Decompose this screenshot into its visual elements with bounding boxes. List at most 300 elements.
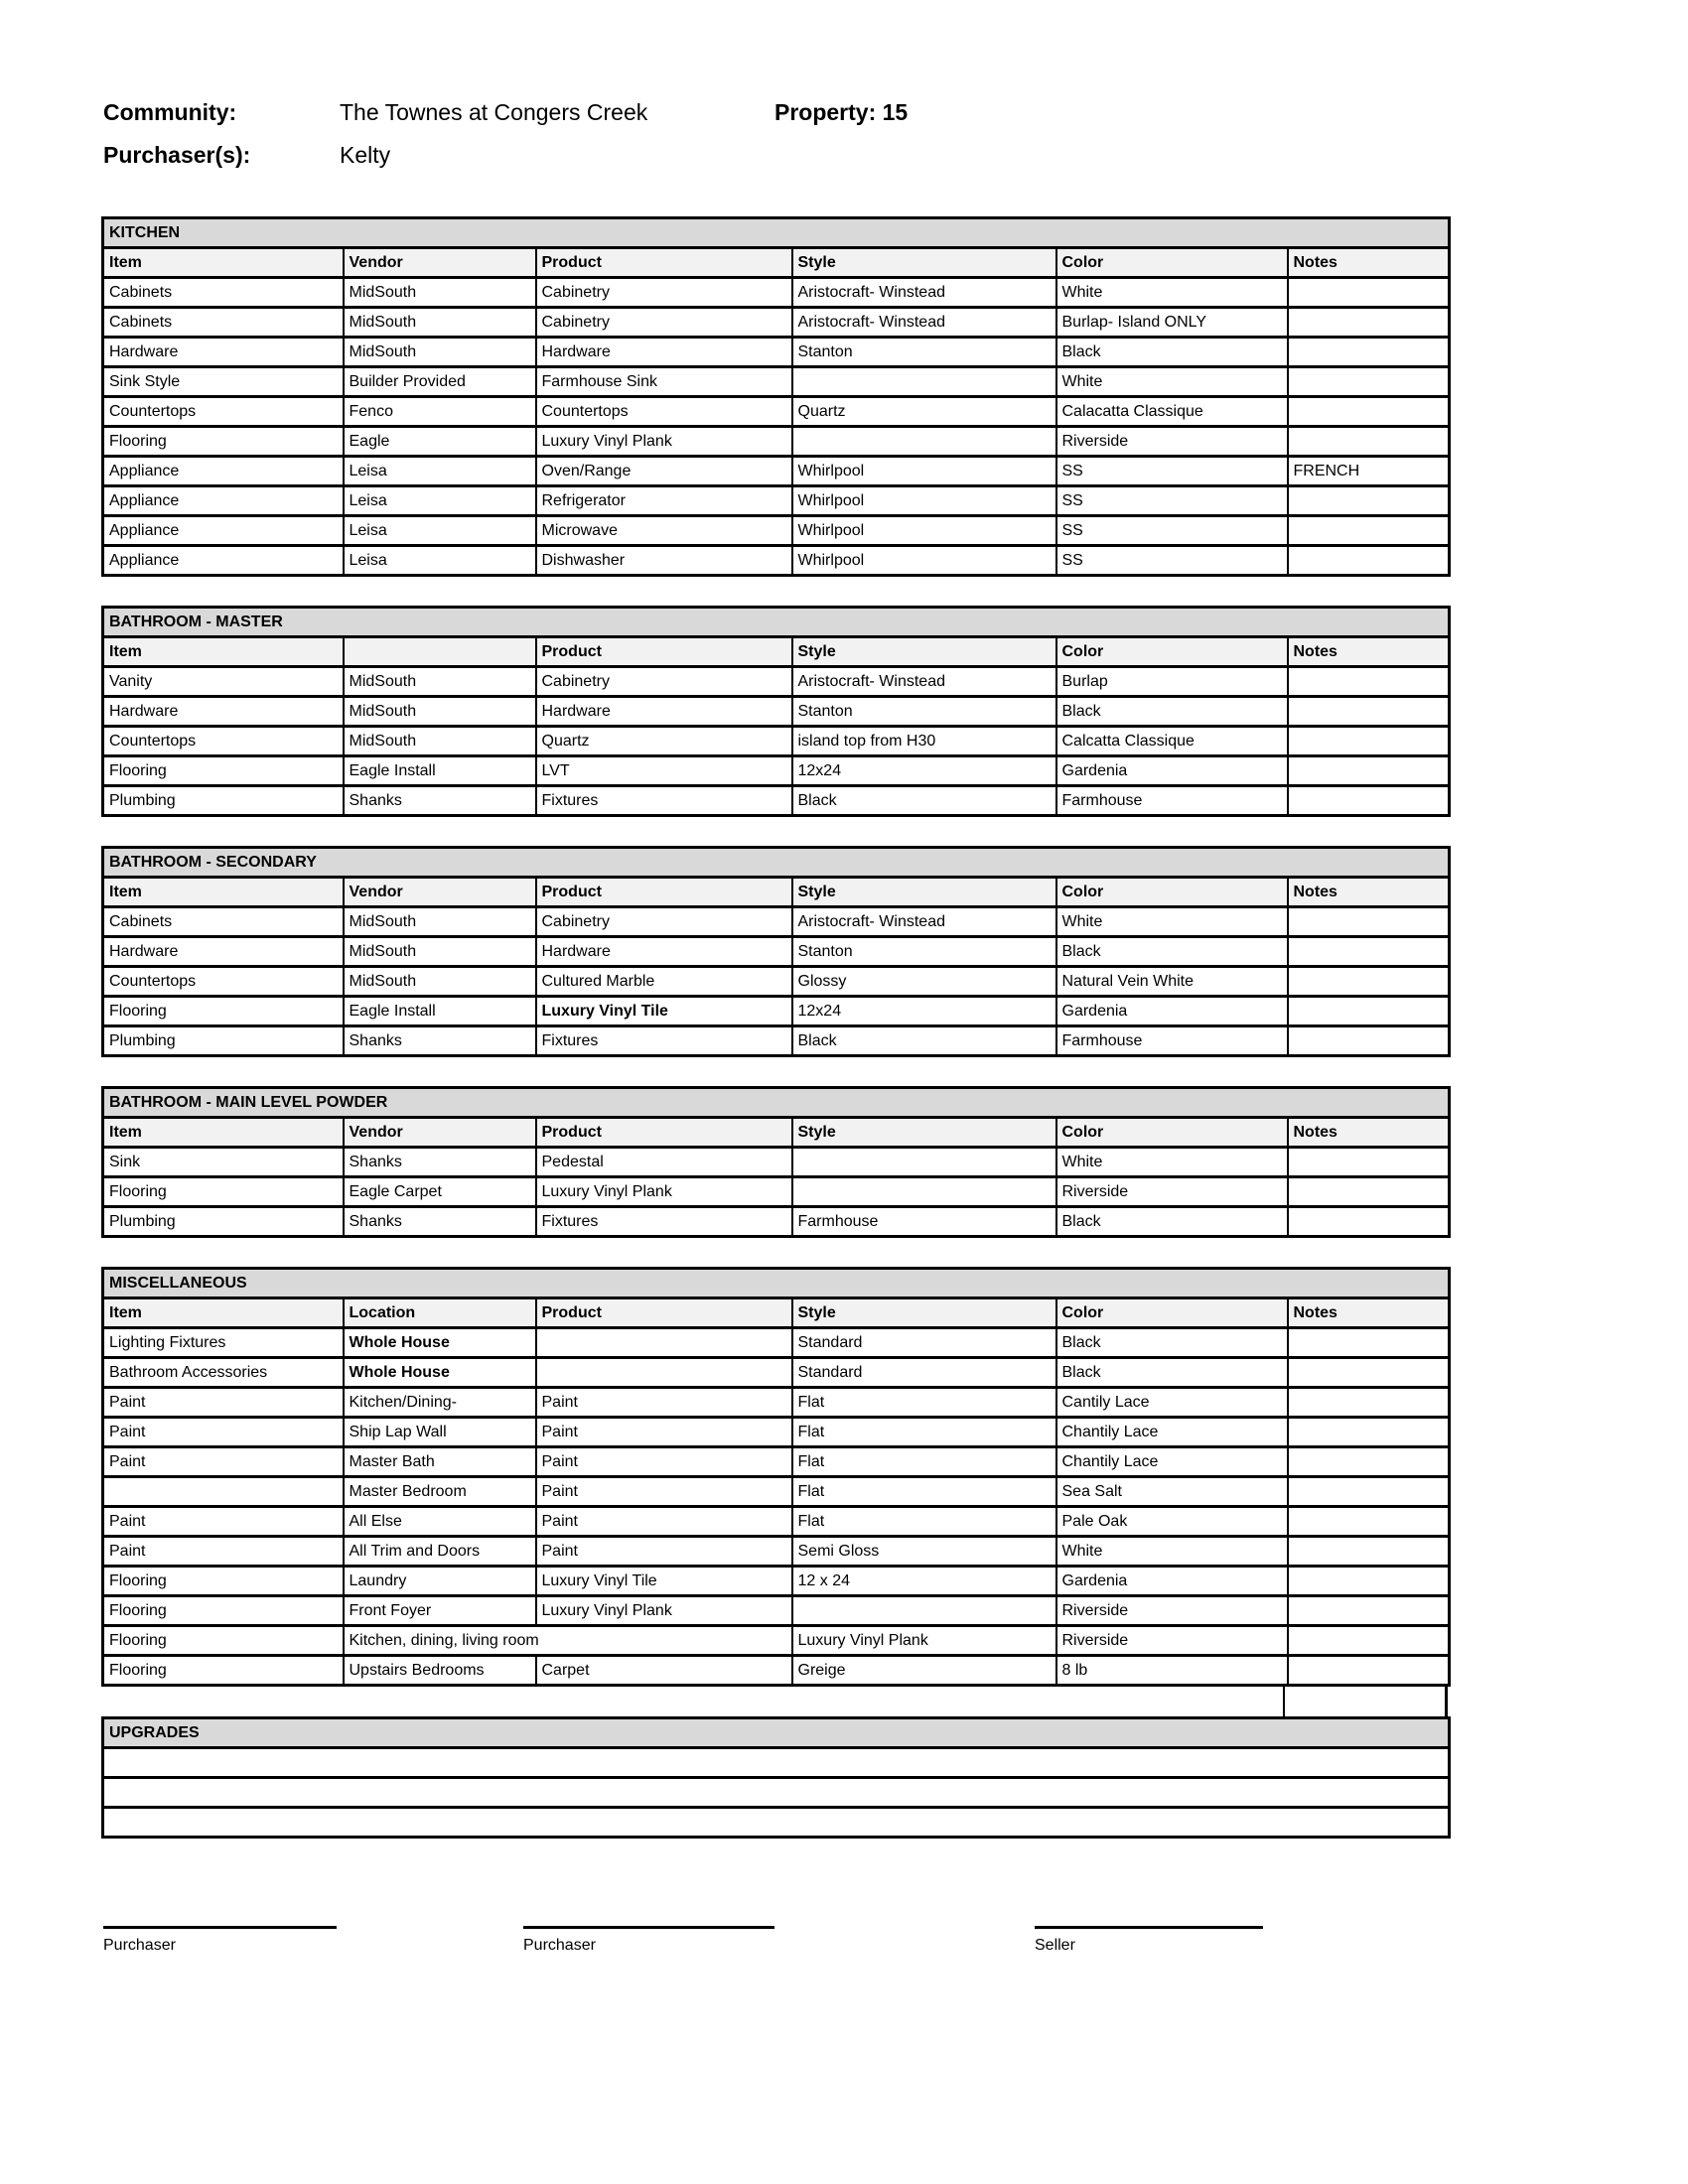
table-cell: Farmhouse Sink xyxy=(536,367,792,397)
table-row xyxy=(103,1596,1450,1626)
table-cell: All Else xyxy=(344,1507,536,1537)
column-header: Product xyxy=(536,1118,792,1148)
column-header: Style xyxy=(792,248,1056,278)
table-cell: Whole House xyxy=(344,1328,536,1358)
table-row xyxy=(103,1447,1450,1477)
table-cell: Lighting Fixtures xyxy=(103,1328,344,1358)
table-cell: Paint xyxy=(103,1537,344,1567)
table-cell: Appliance xyxy=(103,516,344,546)
table-cell: Front Foyer xyxy=(344,1596,536,1626)
table-cell: Eagle Install xyxy=(344,997,536,1026)
table-cell: Fixtures xyxy=(536,1207,792,1237)
empty-cell xyxy=(103,1778,1450,1808)
table-cell: Cabinets xyxy=(103,907,344,937)
table-cell: MidSouth xyxy=(344,667,536,697)
table-cell xyxy=(1288,1567,1450,1596)
page-header xyxy=(103,99,1493,199)
table-cell: Cultured Marble xyxy=(536,967,792,997)
table-cell: Vanity xyxy=(103,667,344,697)
column-header: Item xyxy=(103,248,344,278)
table-cell: 12x24 xyxy=(792,756,1056,786)
table-cell: Leisa xyxy=(344,486,536,516)
section-table-bathroom-main-level-powder xyxy=(101,1086,1451,1238)
table-cell: Pale Oak xyxy=(1056,1507,1288,1537)
table-cell xyxy=(1288,367,1450,397)
table-cell: Farmhouse xyxy=(792,1207,1056,1237)
table-cell: Riverside xyxy=(1056,427,1288,457)
section-title-row xyxy=(103,218,1450,248)
section-title: KITCHEN xyxy=(103,218,1450,248)
table-cell: Paint xyxy=(536,1477,792,1507)
table-cell xyxy=(1288,1626,1450,1656)
column-header-row xyxy=(103,637,1450,667)
table-cell xyxy=(792,1596,1056,1626)
table-cell: Burlap xyxy=(1056,667,1288,697)
table-row xyxy=(103,1748,1450,1778)
table-cell: Riverside xyxy=(1056,1626,1288,1656)
table-cell: Black xyxy=(1056,1358,1288,1388)
empty-cell xyxy=(103,1748,1450,1778)
table-cell: MidSouth xyxy=(344,907,536,937)
table-cell: Hardware xyxy=(536,338,792,367)
column-header: Notes xyxy=(1288,1298,1450,1328)
table-cell: SS xyxy=(1056,516,1288,546)
section-table-bathroom-secondary xyxy=(101,846,1451,1057)
column-header: Item xyxy=(103,637,344,667)
table-cell: Calcatta Classique xyxy=(1056,727,1288,756)
table-cell: Chantily Lace xyxy=(1056,1447,1288,1477)
column-header: Product xyxy=(536,248,792,278)
table-cell xyxy=(1288,697,1450,727)
table-cell xyxy=(1288,486,1450,516)
table-cell: Plumbing xyxy=(103,1026,344,1056)
table-row xyxy=(103,1207,1450,1237)
section-title: UPGRADES xyxy=(103,1718,1450,1748)
table-cell: island top from H30 xyxy=(792,727,1056,756)
table-cell: Dishwasher xyxy=(536,546,792,576)
table-cell: Leisa xyxy=(344,546,536,576)
table-cell xyxy=(1288,546,1450,576)
table-cell: Flooring xyxy=(103,1567,344,1596)
table-cell: MidSouth xyxy=(344,937,536,967)
section-title: BATHROOM - MASTER xyxy=(103,608,1450,637)
table-row xyxy=(103,667,1450,697)
table-row xyxy=(103,486,1450,516)
table-cell: Eagle Install xyxy=(344,756,536,786)
table-cell xyxy=(103,1477,344,1507)
table-cell: Cabinetry xyxy=(536,308,792,338)
table-row xyxy=(103,997,1450,1026)
table-cell: 8 lb xyxy=(1056,1656,1288,1686)
table-cell: Paint xyxy=(536,1447,792,1477)
table-cell: Greige xyxy=(792,1656,1056,1686)
table-cell xyxy=(792,1177,1056,1207)
table-row xyxy=(103,367,1450,397)
table-cell: Flooring xyxy=(103,1177,344,1207)
table-cell: Aristocraft- Winstead xyxy=(792,278,1056,308)
table-cell: Quartz xyxy=(792,397,1056,427)
table-cell: 12x24 xyxy=(792,997,1056,1026)
table-cell xyxy=(1288,1177,1450,1207)
table-cell: 12 x 24 xyxy=(792,1567,1056,1596)
column-header: Location xyxy=(344,1298,536,1328)
table-cell xyxy=(1288,1418,1450,1447)
signature-line-purchaser-2 xyxy=(523,1926,774,1955)
table-row xyxy=(103,338,1450,367)
column-header: Product xyxy=(536,1298,792,1328)
table-cell xyxy=(1288,1388,1450,1418)
section-title: BATHROOM - SECONDARY xyxy=(103,848,1450,878)
table-cell: Stanton xyxy=(792,338,1056,367)
table-cell: LVT xyxy=(536,756,792,786)
table-cell xyxy=(1288,278,1450,308)
table-cell: Upstairs Bedrooms xyxy=(344,1656,536,1686)
table-cell: Cabinets xyxy=(103,278,344,308)
table-cell: Paint xyxy=(103,1418,344,1447)
table-row xyxy=(103,967,1450,997)
table-cell: Hardware xyxy=(536,937,792,967)
section-title-row xyxy=(103,1088,1450,1118)
section-title-row xyxy=(103,848,1450,878)
section-title-row xyxy=(103,1269,1450,1298)
table-cell xyxy=(1288,1207,1450,1237)
table-cell: Countertops xyxy=(103,727,344,756)
table-cell: Flooring xyxy=(103,1596,344,1626)
table-cell: Flooring xyxy=(103,756,344,786)
table-cell: Fixtures xyxy=(536,786,792,816)
section-table-upgrades xyxy=(101,1716,1451,1839)
table-cell: Flat xyxy=(792,1477,1056,1507)
table-row xyxy=(103,907,1450,937)
table-cell xyxy=(1288,308,1450,338)
table-cell: Stanton xyxy=(792,697,1056,727)
table-cell: Aristocraft- Winstead xyxy=(792,907,1056,937)
table-cell xyxy=(1288,1447,1450,1477)
table-row xyxy=(103,1026,1450,1056)
table-cell: Sink Style xyxy=(103,367,344,397)
table-cell xyxy=(1288,1358,1450,1388)
signature-line-seller xyxy=(1035,1926,1263,1955)
column-header: Notes xyxy=(1288,637,1450,667)
section-title: BATHROOM - MAIN LEVEL POWDER xyxy=(103,1088,1450,1118)
table-cell: SS xyxy=(1056,486,1288,516)
table-cell: Black xyxy=(1056,338,1288,367)
purchasers-value: Kelty xyxy=(340,142,391,168)
table-cell: Black xyxy=(792,1026,1056,1056)
table-cell: Paint xyxy=(103,1447,344,1477)
table-cell: Hardware xyxy=(103,697,344,727)
table-cell: Luxury Vinyl Plank xyxy=(536,1596,792,1626)
table-cell: Flooring xyxy=(103,1656,344,1686)
table-cell: Microwave xyxy=(536,516,792,546)
table-cell: MidSouth xyxy=(344,308,536,338)
table-cell: Flooring xyxy=(103,997,344,1026)
table-cell: SS xyxy=(1056,457,1288,486)
table-cell: Fixtures xyxy=(536,1026,792,1056)
column-header-row xyxy=(103,248,1450,278)
table-cell: Luxury Vinyl Plank xyxy=(536,427,792,457)
table-cell xyxy=(1288,516,1450,546)
table-cell: White xyxy=(1056,907,1288,937)
table-cell: Riverside xyxy=(1056,1177,1288,1207)
table-cell: Eagle Carpet xyxy=(344,1177,536,1207)
table-cell: Semi Gloss xyxy=(792,1537,1056,1567)
table-cell xyxy=(536,1358,792,1388)
table-cell: Gardenia xyxy=(1056,997,1288,1026)
table-cell: Flat xyxy=(792,1507,1056,1537)
column-header: Product xyxy=(536,878,792,907)
column-header: Color xyxy=(1056,1118,1288,1148)
table-cell: Riverside xyxy=(1056,1596,1288,1626)
table-cell: Countertops xyxy=(103,397,344,427)
table-row xyxy=(103,697,1450,727)
table-cell: Paint xyxy=(536,1388,792,1418)
table-row xyxy=(103,457,1450,486)
table-cell xyxy=(1288,997,1450,1026)
table-row xyxy=(103,756,1450,786)
column-header: Color xyxy=(1056,1298,1288,1328)
table-row xyxy=(103,1507,1450,1537)
table-cell: Leisa xyxy=(344,457,536,486)
column-header-row xyxy=(103,1298,1450,1328)
table-row xyxy=(103,1388,1450,1418)
table-row xyxy=(103,1567,1450,1596)
table-cell: Black xyxy=(1056,937,1288,967)
community-label: Community: xyxy=(103,99,237,125)
column-header: Vendor xyxy=(344,1118,536,1148)
table-cell: Flat xyxy=(792,1447,1056,1477)
table-cell: Plumbing xyxy=(103,1207,344,1237)
table-cell: Paint xyxy=(536,1537,792,1567)
table-cell: Whole House xyxy=(344,1358,536,1388)
table-cell: Master Bedroom xyxy=(344,1477,536,1507)
table-cell: Hardware xyxy=(103,338,344,367)
table-cell: MidSouth xyxy=(344,967,536,997)
table-cell: Cabinetry xyxy=(536,907,792,937)
column-header: Notes xyxy=(1288,248,1450,278)
table-cell: Oven/Range xyxy=(536,457,792,486)
table-row xyxy=(103,1328,1450,1358)
table-cell xyxy=(792,427,1056,457)
table-row xyxy=(103,1477,1450,1507)
table-cell: Whirlpool xyxy=(792,457,1056,486)
table-cell: Carpet xyxy=(536,1656,792,1686)
signature-line-purchaser-1 xyxy=(103,1926,337,1955)
table-cell: Appliance xyxy=(103,457,344,486)
table-row xyxy=(103,278,1450,308)
column-header: Color xyxy=(1056,878,1288,907)
table-cell xyxy=(1288,907,1450,937)
table-cell: Luxury Vinyl Plank xyxy=(792,1626,1056,1656)
community-value: The Townes at Congers Creek xyxy=(340,99,648,125)
table-cell: White xyxy=(1056,278,1288,308)
table-cell: Paint xyxy=(103,1507,344,1537)
signature-label: Purchaser xyxy=(523,1937,596,1954)
column-header-row xyxy=(103,878,1450,907)
table-cell xyxy=(1288,1656,1450,1686)
table-cell: Refrigerator xyxy=(536,486,792,516)
empty-cell xyxy=(103,1808,1450,1838)
column-header: Notes xyxy=(1288,878,1450,907)
table-row xyxy=(103,1177,1450,1207)
table-cell: Black xyxy=(1056,697,1288,727)
table-cell: Shanks xyxy=(344,1026,536,1056)
table-cell xyxy=(1288,756,1450,786)
table-cell: Hardware xyxy=(536,697,792,727)
table-cell xyxy=(1288,1507,1450,1537)
table-cell: Appliance xyxy=(103,486,344,516)
table-cell: Laundry xyxy=(344,1567,536,1596)
table-cell: Leisa xyxy=(344,516,536,546)
table-cell xyxy=(792,1148,1056,1177)
table-row xyxy=(103,1148,1450,1177)
table-row xyxy=(103,397,1450,427)
table-cell: Flooring xyxy=(103,1626,344,1656)
table-cell: Shanks xyxy=(344,1207,536,1237)
table-cell: FRENCH xyxy=(1288,457,1450,486)
table-cell: Appliance xyxy=(103,546,344,576)
table-cell: Fenco xyxy=(344,397,536,427)
table-cell: Chantily Lace xyxy=(1056,1418,1288,1447)
column-header: Item xyxy=(103,1298,344,1328)
tables xyxy=(101,216,1448,1867)
table-cell xyxy=(1288,1328,1450,1358)
table-cell: Aristocraft- Winstead xyxy=(792,308,1056,338)
table-row xyxy=(103,1808,1450,1838)
table-row xyxy=(103,546,1450,576)
table-cell: Eagle xyxy=(344,427,536,457)
table-cell: Shanks xyxy=(344,786,536,816)
table-row xyxy=(103,1778,1450,1808)
table-cell: Countertops xyxy=(103,967,344,997)
section-table-bathroom-master xyxy=(101,606,1451,817)
table-cell: Farmhouse xyxy=(1056,1026,1288,1056)
notes-column-spacer xyxy=(101,1687,1448,1716)
section-table-miscellaneous xyxy=(101,1267,1451,1687)
property-label: Property: 15 xyxy=(774,99,909,125)
table-row xyxy=(103,1537,1450,1567)
table-cell xyxy=(536,1328,792,1358)
notes-column-spacer-cell xyxy=(1283,1687,1448,1716)
table-cell: Stanton xyxy=(792,937,1056,967)
table-row xyxy=(103,1626,1450,1656)
table-row xyxy=(103,308,1450,338)
table-cell: Paint xyxy=(536,1418,792,1447)
table-row xyxy=(103,727,1450,756)
table-cell: Gardenia xyxy=(1056,1567,1288,1596)
table-cell: Cabinetry xyxy=(536,278,792,308)
signature-label: Purchaser xyxy=(103,1937,176,1954)
table-cell: Black xyxy=(792,786,1056,816)
table-cell xyxy=(1288,338,1450,367)
table-cell xyxy=(1288,1537,1450,1567)
table-cell: Shanks xyxy=(344,1148,536,1177)
table-cell: Whirlpool xyxy=(792,486,1056,516)
table-cell: Aristocraft- Winstead xyxy=(792,667,1056,697)
table-cell xyxy=(1288,1148,1450,1177)
table-cell: Flat xyxy=(792,1418,1056,1447)
signature-label: Seller xyxy=(1035,1937,1075,1954)
table-cell: Standard xyxy=(792,1328,1056,1358)
column-header: Vendor xyxy=(344,248,536,278)
table-cell: Ship Lap Wall xyxy=(344,1418,536,1447)
table-cell: Glossy xyxy=(792,967,1056,997)
table-cell: Luxury Vinyl Tile xyxy=(536,997,792,1026)
table-cell: White xyxy=(1056,1148,1288,1177)
column-header: Style xyxy=(792,1298,1056,1328)
table-cell: Burlap- Island ONLY xyxy=(1056,308,1288,338)
section-title-row xyxy=(103,608,1450,637)
column-header: Style xyxy=(792,1118,1056,1148)
table-row xyxy=(103,516,1450,546)
table-cell: Countertops xyxy=(536,397,792,427)
table-cell: Calacatta Classique xyxy=(1056,397,1288,427)
table-row xyxy=(103,937,1450,967)
table-cell: Black xyxy=(1056,1207,1288,1237)
table-cell xyxy=(1288,667,1450,697)
column-header-row xyxy=(103,1118,1450,1148)
table-cell xyxy=(1288,397,1450,427)
table-cell: Flooring xyxy=(103,427,344,457)
table-cell xyxy=(1288,1026,1450,1056)
table-cell: Master Bath xyxy=(344,1447,536,1477)
table-cell: Whirlpool xyxy=(792,516,1056,546)
table-cell: Whirlpool xyxy=(792,546,1056,576)
purchasers-label: Purchaser(s): xyxy=(103,142,251,168)
table-cell xyxy=(1288,786,1450,816)
table-cell: Hardware xyxy=(103,937,344,967)
table-cell xyxy=(1288,427,1450,457)
table-cell: Cabinetry xyxy=(536,667,792,697)
table-cell xyxy=(1288,1477,1450,1507)
column-header: Vendor xyxy=(344,878,536,907)
table-cell: Natural Vein White xyxy=(1056,967,1288,997)
column-header: Product xyxy=(536,637,792,667)
column-header xyxy=(344,637,536,667)
section-title-row xyxy=(103,1718,1450,1748)
table-cell: Paint xyxy=(536,1507,792,1537)
table-cell: Pedestal xyxy=(536,1148,792,1177)
table-cell: Flat xyxy=(792,1388,1056,1418)
table-cell: Plumbing xyxy=(103,786,344,816)
table-cell: Paint xyxy=(103,1388,344,1418)
table-cell: White xyxy=(1056,1537,1288,1567)
table-cell: Black xyxy=(1056,1328,1288,1358)
table-cell: Sink xyxy=(103,1148,344,1177)
column-header: Notes xyxy=(1288,1118,1450,1148)
table-cell: Cabinets xyxy=(103,308,344,338)
table-row xyxy=(103,1418,1450,1447)
column-header: Style xyxy=(792,878,1056,907)
table-cell: White xyxy=(1056,367,1288,397)
table-cell: MidSouth xyxy=(344,697,536,727)
column-header: Item xyxy=(103,1118,344,1148)
table-cell: Quartz xyxy=(536,727,792,756)
table-cell: Luxury Vinyl Plank xyxy=(536,1177,792,1207)
table-cell: Luxury Vinyl Tile xyxy=(536,1567,792,1596)
table-cell xyxy=(1288,1596,1450,1626)
table-cell xyxy=(1288,967,1450,997)
section-title: MISCELLANEOUS xyxy=(103,1269,1450,1298)
table-cell: SS xyxy=(1056,546,1288,576)
table-cell: MidSouth xyxy=(344,727,536,756)
table-cell: Sea Salt xyxy=(1056,1477,1288,1507)
table-cell: MidSouth xyxy=(344,338,536,367)
table-cell: Bathroom Accessories xyxy=(103,1358,344,1388)
table-cell: Kitchen/Dining- xyxy=(344,1388,536,1418)
table-cell: All Trim and Doors xyxy=(344,1537,536,1567)
table-row xyxy=(103,786,1450,816)
